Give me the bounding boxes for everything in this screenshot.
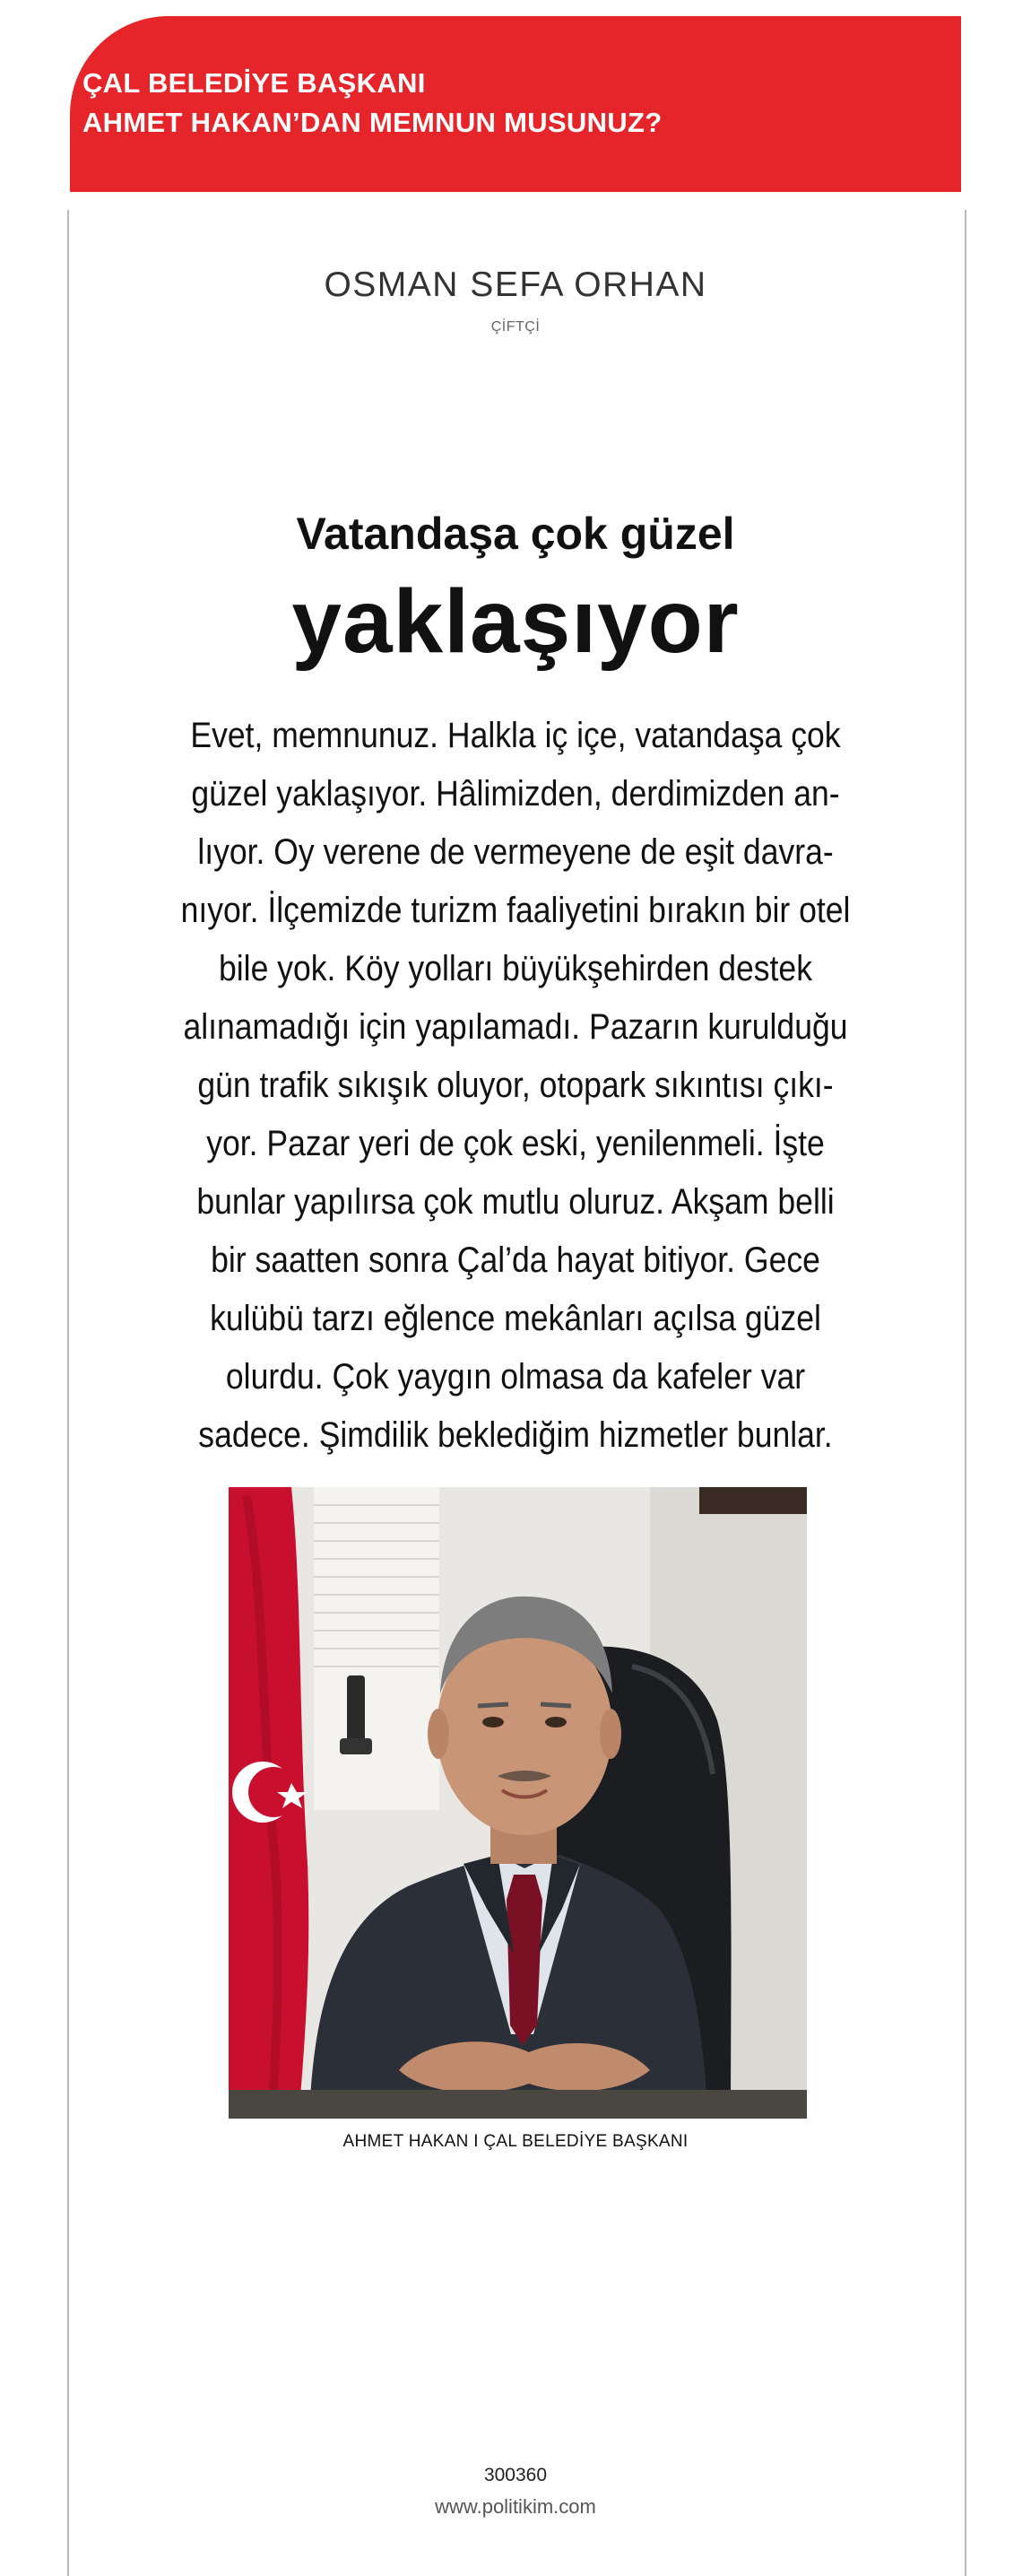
headline-line-1: Vatandaşa çok güzel: [296, 509, 735, 559]
author-name: OSMAN SEFA ORHAN: [324, 265, 707, 304]
author-role: ÇİFTÇİ: [490, 319, 541, 335]
body-line: alınamadığı için yapılamadı. Pazarın kurulduğu: [183, 1007, 848, 1047]
body-line: olurdu. Çok yaygın olmasa da kafeler var: [225, 1357, 806, 1397]
banner-title-line-2: AHMET HAKAN’DAN MEMNUN MUSUNUZ?: [82, 107, 663, 138]
mayor-portrait-photo: [229, 1487, 807, 2119]
body-line: bile yok. Köy yolları büyükşehirden destek: [218, 949, 812, 988]
body-line: gün trafik sıkışık oluyor, otopark sıkıntısı çıkı-: [197, 1066, 834, 1105]
footer-website-link[interactable]: www.politikim.com: [435, 2495, 596, 2518]
left-border-line: [67, 210, 69, 2576]
body-line: bunlar yapılırsa çok mutlu oluruz. Akşam belli: [196, 1182, 835, 1222]
body-line: Evet, memnunuz. Halkla iç içe, vatandaşa çok: [190, 716, 841, 755]
photo-caption: AHMET HAKAN I ÇAL BELEDİYE BAŞKANI: [342, 2132, 689, 2151]
headline-line-2: yaklaşıyor: [291, 571, 740, 672]
right-border-line: [965, 210, 966, 2576]
article-body: [160, 707, 871, 1465]
body-line: sadece. Şimdilik beklediğim hizmetler bunlar.: [198, 1415, 833, 1455]
body-line: nıyor. İlçemizde turizm faaliyetini bırakın bir otel: [180, 891, 851, 930]
banner-title-line-1: ÇAL BELEDİYE BAŞKANI: [82, 67, 426, 99]
body-line: kulübü tarzı eğlence mekânları açılsa güzel: [210, 1299, 821, 1338]
footer-code: 300360: [483, 2465, 548, 2485]
body-line: yor. Pazar yeri de çok eski, yenilenmeli. İşte: [206, 1124, 825, 1163]
body-line: güzel yaklaşıyor. Hâlimizden, derdimizden an-: [191, 774, 840, 814]
body-line: lıyor. Oy verene de vermeyene de eşit davra-: [197, 832, 834, 872]
title-banner: [70, 16, 961, 192]
body-line: bir saatten sonra Çal’da hayat bitiyor. Gece: [211, 1240, 820, 1280]
